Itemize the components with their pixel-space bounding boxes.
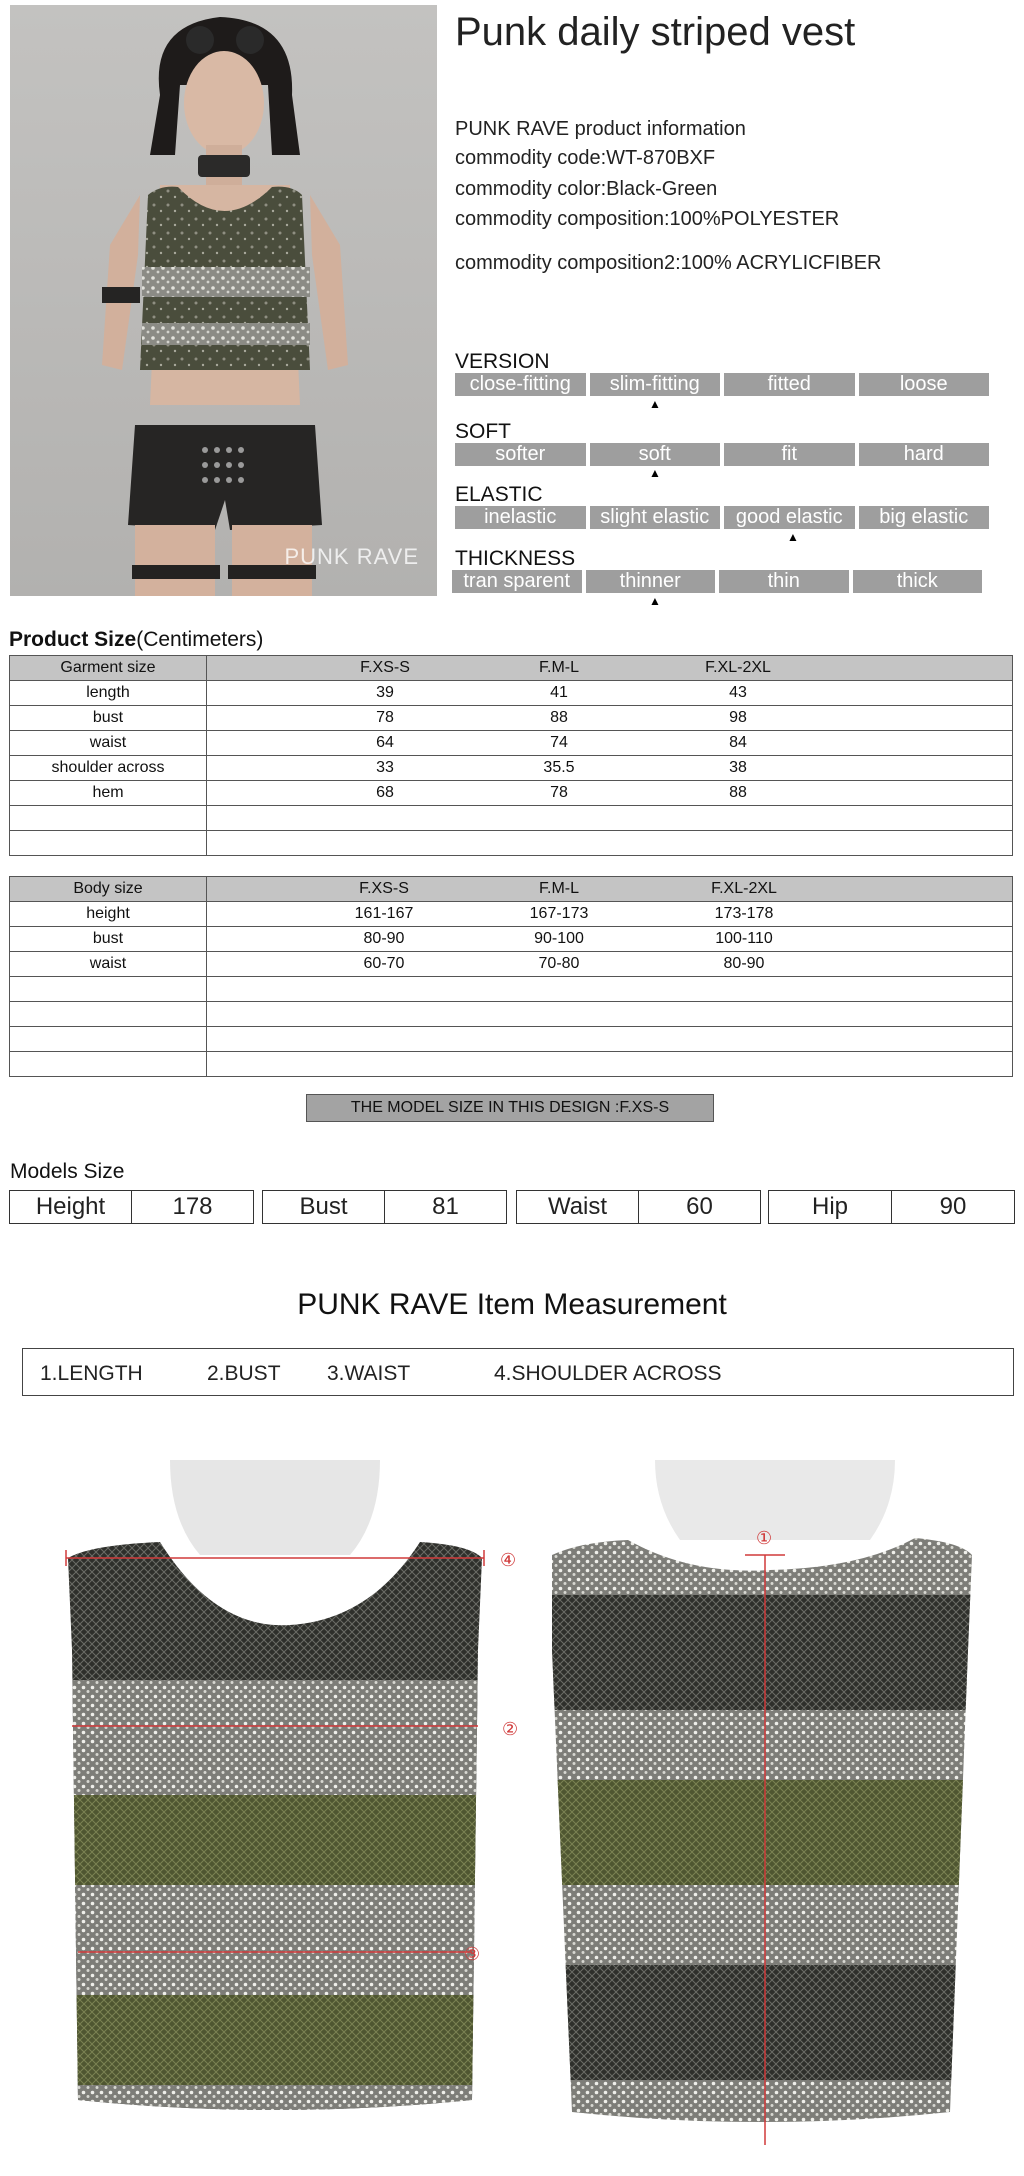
rating-option: hard [859,443,990,466]
table-cell [10,831,207,856]
table-cell: 161-167 [354,905,414,922]
commodity-color-row [455,178,717,201]
table-cell: 90-100 [534,930,584,947]
rating-option: thinner [586,570,716,593]
table-header-cell: Body size [10,877,207,902]
table-cell [10,1002,207,1027]
model-stat-label: Bust [263,1191,385,1223]
commodity-composition2-value: 100% ACRYLICFIBER [680,252,882,274]
selected-marker-icon: ▲ [649,594,661,608]
model-bust-box [262,1190,507,1224]
commodity-composition-value: 100%POLYESTER [669,208,840,230]
table-cell: 80-90 [363,930,405,947]
table-values [207,756,1013,781]
table-values [207,977,1013,1002]
rating-option: slight elastic [590,506,721,529]
table-row [10,1002,1013,1027]
rating-option: close-fitting [455,373,586,396]
table-values [207,831,1013,856]
table-cell: waist [10,731,207,756]
commodity-code-row [455,147,715,170]
rating-option: slim-fitting [590,373,721,396]
measure-label-waist: 3.WAIST [327,1362,411,1385]
table-cell: height [10,902,207,927]
table-cell: 74 [550,734,568,751]
marker-length: ① [756,1528,773,1549]
rating-option: thick [853,570,983,593]
table-cell: 39 [376,684,394,701]
table-cell [10,1052,207,1077]
rating-option: good elastic [724,506,855,529]
rating-title-thickness: THICKNESS [455,547,576,570]
commodity-code-label: commodity code: [455,147,607,169]
table-values [207,731,1013,756]
measure-label-shoulder-across: 4.SHOULDER ACROSS [494,1362,722,1385]
model-stat-value: 90 [939,1193,967,1220]
commodity-composition-label: commodity composition: [455,208,670,230]
rating-option: tran sparent [452,570,582,593]
table-values [207,952,1013,977]
rating-option: fit [724,443,855,466]
commodity-composition2-label: commodity composition2: [455,252,681,274]
table-row [10,1052,1013,1077]
models-size-heading: Models Size [10,1160,125,1183]
commodity-code-value: WT-870BXF [606,147,716,169]
measure-label-bust: 2.BUST [207,1362,281,1385]
product-size-table [9,655,1013,856]
table-cell: 38 [729,759,747,776]
rating-row-elastic [455,506,989,529]
table-cell: 98 [729,709,747,726]
table-header-values [207,656,1013,681]
model-stat-value: 60 [686,1193,713,1220]
table-header-cell: F.XS-S [360,659,410,676]
model-hip-box [768,1190,1015,1224]
measurement-title: PUNK RAVE Item Measurement [297,1288,727,1321]
model-stat-label: Hip [769,1191,892,1223]
table-row [10,1027,1013,1052]
table-cell: 84 [729,734,747,751]
table-row [10,952,1013,977]
table-cell: shoulder across [10,756,207,781]
table-cell: 64 [376,734,394,751]
rating-option: thin [719,570,849,593]
product-size-unit: (Centimeters) [136,628,264,651]
table-cell: bust [10,927,207,952]
table-header-cell: F.M-L [539,659,579,676]
selected-marker-icon: ▲ [649,466,661,480]
model-stat-value: 81 [432,1193,459,1220]
model-waist-box [516,1190,761,1224]
table-cell: 80-90 [723,955,765,972]
table-cell: 60-70 [363,955,405,972]
table-row [10,681,1013,706]
table-cell: 88 [729,784,747,801]
photo-watermark: PUNK RAVE [284,544,419,569]
table-row [10,781,1013,806]
table-cell: length [10,681,207,706]
commodity-composition2-row [455,252,882,275]
table-header-values [207,877,1013,902]
commodity-composition-row [455,208,839,231]
marker-bust: ② [502,1719,519,1740]
selected-marker-icon: ▲ [787,530,799,544]
table-header-row [10,656,1013,681]
table-cell: 78 [550,784,568,801]
table-cell: 167-173 [529,905,589,922]
table-values [207,681,1013,706]
marker-shoulder: ④ [500,1550,517,1571]
model-stat-label: Height [10,1191,132,1223]
table-values [207,781,1013,806]
table-cell: 100-110 [715,930,773,947]
rating-option: soft [590,443,721,466]
info-heading: PUNK RAVE product information [455,118,746,140]
commodity-color-value: Black-Green [606,178,718,200]
table-row [10,731,1013,756]
table-header-cell: F.M-L [539,880,579,897]
rating-row-thickness [452,570,982,593]
table-values [207,902,1013,927]
selected-marker-icon: ▲ [649,397,661,411]
model-stat-value: 178 [172,1193,213,1220]
table-cell: 43 [729,684,747,701]
table-cell [10,806,207,831]
table-cell: waist [10,952,207,977]
product-size-heading [9,628,263,652]
rating-title-soft: SOFT [455,420,511,443]
model-stat-label: Waist [517,1191,639,1223]
table-cell [10,1027,207,1052]
table-row [10,806,1013,831]
table-cell [10,977,207,1002]
rating-row-soft [455,443,989,466]
table-cell: 41 [550,684,568,701]
table-row [10,706,1013,731]
table-row [10,756,1013,781]
rating-option: big elastic [859,506,990,529]
table-header-cell: F.XS-S [359,880,409,897]
product-size-title: Product Size [9,628,137,651]
rating-row-version [455,373,989,396]
commodity-color-label: commodity color: [455,178,607,200]
rating-option: fitted [724,373,855,396]
table-values [207,706,1013,731]
table-cell: 70-80 [538,955,580,972]
rating-title-version: VERSION [455,350,550,373]
body-size-table [9,876,1013,1077]
rating-option: loose [859,373,990,396]
table-values [207,1002,1013,1027]
table-header-row [10,877,1013,902]
model-size-note: THE MODEL SIZE IN THIS DESIGN :F.XS-S [306,1094,714,1122]
table-row [10,902,1013,927]
marker-waist: ③ [464,1944,481,1965]
table-cell: 33 [376,759,394,776]
table-cell: bust [10,706,207,731]
table-row [10,927,1013,952]
table-cell: 173-178 [714,905,774,922]
measure-label-length: 1.LENGTH [40,1362,143,1385]
rating-title-elastic: ELASTIC [455,483,543,506]
table-cell: 68 [376,784,394,801]
table-cell: 78 [376,709,394,726]
table-cell: hem [10,781,207,806]
table-header-cell: F.XL-2XL [705,659,771,676]
table-values [207,1027,1013,1052]
table-values [207,1052,1013,1077]
table-values [207,927,1013,952]
table-cell: 88 [550,709,568,726]
table-row [10,977,1013,1002]
table-header-cell: Garment size [10,656,207,681]
rating-option: inelastic [455,506,586,529]
model-height-box [9,1190,254,1224]
model-photo [10,5,437,596]
table-values [207,806,1013,831]
table-row [10,831,1013,856]
garment-measurement-illustration [0,1460,1024,2160]
product-title: Punk daily striped vest [455,10,856,54]
table-header-cell: F.XL-2XL [711,880,777,897]
rating-option: softer [455,443,586,466]
table-cell: 35.5 [543,759,575,776]
